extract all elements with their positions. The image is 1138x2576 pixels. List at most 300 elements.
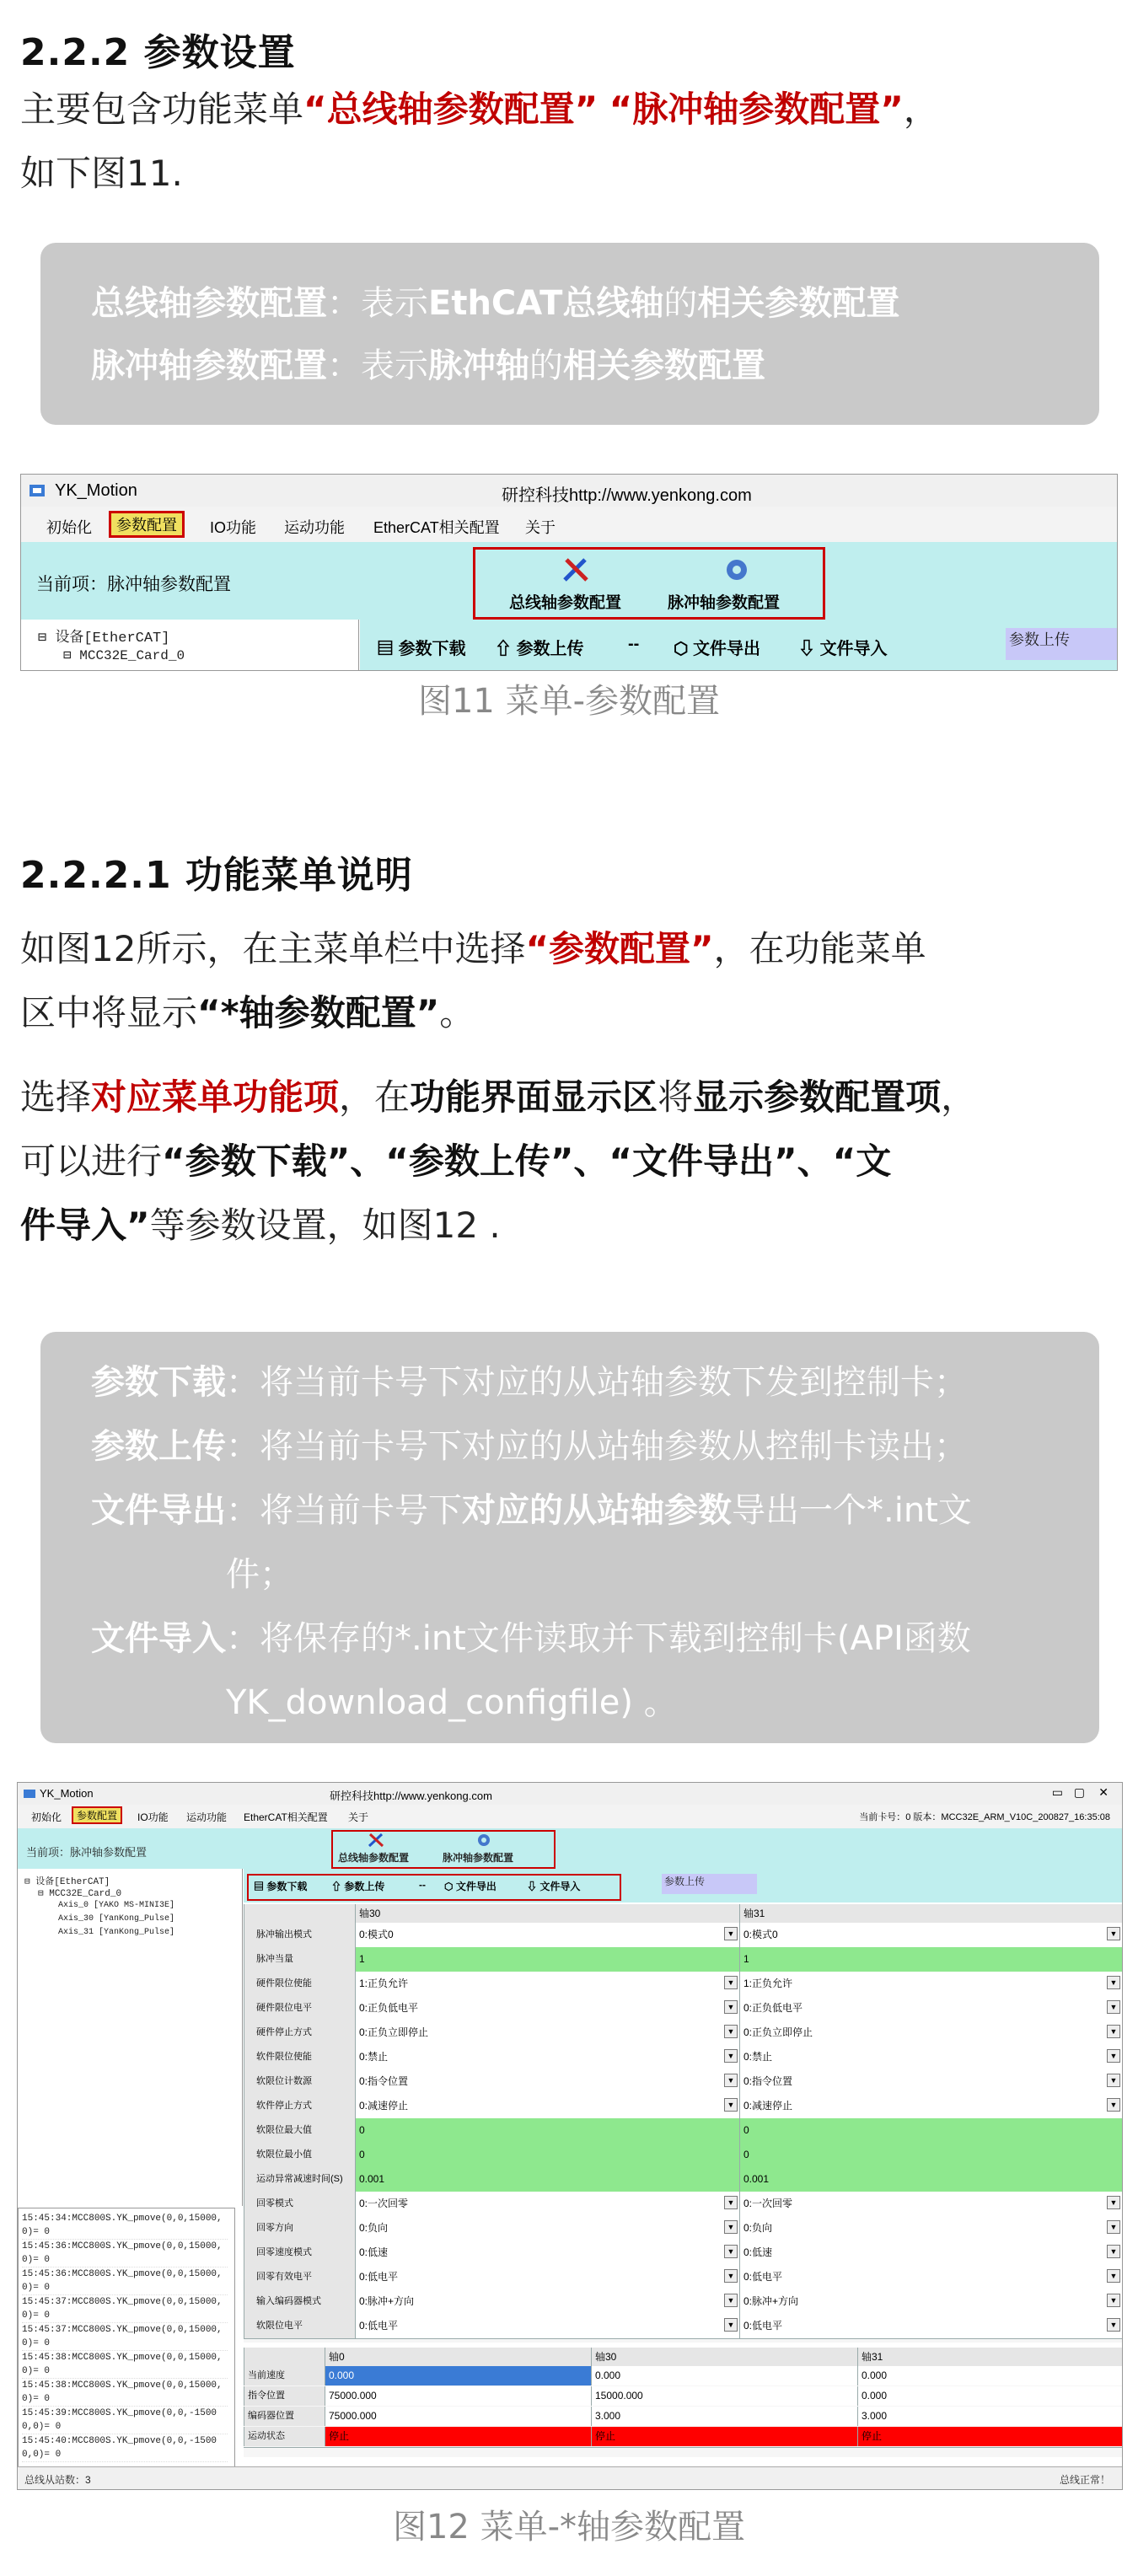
param-value-text: 0:正负低电平 [743, 2002, 803, 2014]
status-value: 0.000 [591, 2366, 857, 2385]
def-upload [91, 1419, 1066, 1468]
param-value-text: 0:正负低电平 [359, 2002, 419, 2014]
fig12-param-grid [244, 1904, 1122, 2343]
app-icon [28, 481, 46, 500]
param-value-axis30[interactable] [355, 2241, 739, 2265]
param-value-axis30[interactable] [355, 1947, 739, 1972]
param-value-axis30[interactable] [355, 2314, 739, 2338]
param-name: 软限位最小值 [244, 2143, 355, 2167]
p1a: 如图12所示，在主菜单栏中选择 [20, 928, 526, 969]
fig12-upload-icon: ⇧ [331, 1881, 345, 1892]
param-value-text: 0:一次回零 [359, 2198, 409, 2209]
param-value-text: 0.001 [359, 2173, 385, 2185]
def-download-text: 将当前卡号下对应的从站轴参数下发到控制卡； [260, 1363, 968, 1402]
fig12-menu-param-config[interactable]: 参数配置 [72, 1806, 122, 1824]
p2j: 件导入” [20, 1205, 150, 1246]
param-row [244, 2265, 1122, 2290]
param-value-axis31[interactable] [739, 2069, 1122, 2094]
param-row [244, 2094, 1122, 2119]
def-bus-key: 总线轴参数配置 [91, 284, 327, 323]
p2i: “参数下载”、“参数上传”、“文件导出”、“文 [162, 1140, 892, 1182]
param-name: 软件停止方式 [244, 2094, 355, 2118]
menu-about[interactable]: 关于 [525, 519, 556, 536]
bus-axis-icon [560, 555, 593, 589]
intro-pulse-menu: “脉冲轴参数配置” [609, 89, 904, 130]
param-value-text: 0 [743, 2124, 749, 2136]
param-row [244, 2143, 1122, 2168]
param-value-axis31[interactable] [739, 2314, 1122, 2338]
dropdown-arrow-icon[interactable]: ▼ [724, 2000, 738, 2014]
fig11-website: 研控科技http://www.yenkong.com [502, 486, 752, 505]
fig12-tree-card[interactable]: ⊟ MCC32E_Card_0 [38, 1889, 122, 1899]
param-name: 脉冲输出模式 [244, 1923, 355, 1947]
def-download-key: 参数下载 [91, 1363, 226, 1402]
fig12-tree-axis31[interactable]: Axis_31 [YanKong_Pulse] [58, 1928, 175, 1937]
param-value-axis30[interactable] [355, 1972, 739, 1996]
dropdown-arrow-icon[interactable]: ▼ [1107, 2025, 1120, 2038]
func-menu-paragraph-1 [20, 917, 1114, 1045]
param-value-axis30[interactable] [355, 2094, 739, 2118]
dropdown-arrow-icon[interactable]: ▼ [724, 2025, 738, 2038]
fig11-tree-card-label: MCC32E_Card_0 [79, 648, 185, 663]
param-value-axis31[interactable] [739, 1996, 1122, 2021]
fig12-app-icon [23, 1787, 36, 1801]
log-line: 15:45:38:MCC800S.YK_pmove(0,0,15000,0)= 0 [22, 2351, 228, 2379]
param-name: 回零有效电平 [244, 2265, 355, 2289]
param-value-text: 0:低速 [359, 2246, 389, 2258]
param-row [244, 2021, 1122, 2046]
log-line: 15:45:36:MCC800S.YK_pmove(0,0,15000,0)= 0 [22, 2267, 228, 2295]
def-import [91, 1612, 1066, 1660]
intro-paragraph [20, 78, 1114, 206]
param-value-axis30[interactable] [355, 2118, 739, 2143]
fig12-log-panel[interactable] [18, 2208, 235, 2467]
param-value-text: 0:减速停止 [743, 2100, 793, 2112]
param-grid-header [244, 1904, 1122, 1924]
section-heading-2-2-2: 2.2.2 参数设置 [20, 31, 296, 74]
param-name: 回零方向 [244, 2216, 355, 2241]
param-value-text: 0.001 [743, 2173, 770, 2185]
fig12-import-label: 文件导入 [539, 1881, 581, 1892]
p2g: ， [941, 1076, 977, 1118]
param-value-text: 0:低电平 [743, 2320, 783, 2332]
def-export-b1: 对应的从站轴参数 [462, 1491, 732, 1530]
dropdown-arrow-icon[interactable]: ▼ [724, 2294, 738, 2307]
log-line: 15:45:37:MCC800S.YK_pmove(0,0,15000,0)= 0 [22, 2323, 228, 2351]
definition-pulse [91, 339, 1066, 387]
param-row [244, 2241, 1122, 2266]
def-upload-text: 将当前卡号下对应的从站轴参数从控制卡读出； [260, 1427, 968, 1466]
status-value: 停止 [591, 2427, 857, 2446]
param-name: 软限位电平 [244, 2314, 355, 2338]
def-pulse-key: 脉冲轴参数配置 [91, 346, 327, 385]
param-row [244, 2314, 1122, 2339]
param-value-text: 0:低电平 [359, 2271, 399, 2283]
intro-bus-menu: “总线轴参数配置” [303, 89, 599, 130]
param-name: 运动异常减速时间(S) [244, 2167, 355, 2192]
func-menu-paragraph-2 [20, 1065, 1114, 1258]
param-name: 脉冲当量 [244, 1947, 355, 1972]
fig12-export-button[interactable] [444, 1879, 497, 1893]
param-value-text: 1:正负允许 [743, 1978, 793, 1989]
param-row [244, 1947, 1122, 1972]
dropdown-arrow-icon[interactable]: ▼ [1107, 2098, 1120, 2112]
log-line: 15:45:40:MCC800S.YK_pmove(0,0,-15000,0)= 0 [22, 2434, 228, 2462]
fig11-download-label: 参数下载 [398, 640, 466, 658]
fig12-function-area [18, 1828, 1122, 1869]
dropdown-arrow-icon[interactable]: ▼ [1107, 1976, 1120, 1989]
def-download-sep: ： [226, 1363, 260, 1402]
fig12-status-field: 参数上传 [662, 1874, 757, 1894]
def-export [91, 1484, 1066, 1532]
status-value: 75000.000 [325, 2407, 591, 2426]
def-upload-key: 参数上传 [91, 1427, 226, 1466]
fig11-titlebar [21, 475, 1117, 507]
param-value-axis31[interactable] [739, 2241, 1122, 2265]
dropdown-arrow-icon[interactable]: ▼ [1107, 2269, 1120, 2283]
fig12-tree-axis0[interactable]: Axis_0 [YAKO MS-MINI3E] [58, 1901, 175, 1910]
status-value: 停止 [857, 2427, 1122, 2446]
dropdown-arrow-icon[interactable]: ▼ [724, 2318, 738, 2332]
dropdown-arrow-icon[interactable]: ▼ [1107, 2074, 1120, 2087]
def-bus-t2: 的 [663, 284, 698, 323]
status-value: 0.000 [857, 2386, 1122, 2406]
intro-space [598, 89, 609, 130]
def-import-t2: YK_download_configfile) 。 [226, 1683, 678, 1722]
param-value-text: 0 [359, 2149, 365, 2160]
fig12-website: 研控科技http://www.yenkong.com [330, 1790, 492, 1802]
param-name: 回零速度模式 [244, 2241, 355, 2265]
param-value-text: 0:禁止 [359, 2051, 389, 2063]
param-value-text: 1 [743, 1953, 749, 1965]
figure-12-screenshot [17, 1782, 1123, 2490]
status-value: 15000.000 [591, 2386, 857, 2406]
fig11-toolbar-separator: -- [628, 635, 640, 653]
param-row [244, 2192, 1122, 2217]
param-value-text: 1 [359, 1953, 365, 1965]
dropdown-arrow-icon[interactable]: ▼ [724, 2269, 738, 2283]
def-pulse-b1: 脉冲轴 [428, 346, 529, 385]
param-name: 输入编码器模式 [244, 2289, 355, 2314]
param-name: 硬件限位使能 [244, 1972, 355, 1996]
menu-param-config[interactable]: 参数配置 [109, 511, 185, 538]
param-value-axis30[interactable] [355, 2289, 739, 2314]
param-value-axis31[interactable] [739, 2143, 1122, 2167]
param-name: 回零模式 [244, 2192, 355, 2216]
dropdown-arrow-icon[interactable]: ▼ [724, 2245, 738, 2258]
dropdown-arrow-icon[interactable]: ▼ [724, 2098, 738, 2112]
param-value-axis31[interactable] [739, 2021, 1122, 2045]
fig11-tree-root-label: 设备[EtherCAT] [55, 631, 170, 647]
status-row [244, 2386, 1122, 2407]
fig11-toolbar [360, 620, 1117, 670]
status-value: 3.000 [857, 2407, 1122, 2426]
param-value-axis31[interactable] [739, 2289, 1122, 2314]
fig12-status-bar [18, 2466, 1122, 2489]
status-value: 75000.000 [325, 2386, 591, 2406]
fig12-menu-ethercat[interactable]: EtherCAT相关配置 [244, 1811, 328, 1823]
fig12-menu-about[interactable]: 关于 [348, 1811, 369, 1823]
param-value-text: 0:一次回零 [743, 2198, 793, 2209]
param-value-axis30[interactable] [355, 1923, 739, 1947]
dropdown-arrow-icon[interactable]: ▼ [724, 2049, 738, 2063]
fig12-download-button[interactable] [254, 1879, 307, 1893]
param-value-text: 0 [359, 2124, 365, 2136]
param-value-text: 0:指令位置 [743, 2075, 793, 2087]
def-import-t1: 将保存的*.int文件读取并下载到控制卡(API函数 [260, 1619, 971, 1658]
menu-io[interactable]: IO功能 [210, 519, 257, 536]
param-value-text: 0 [743, 2149, 749, 2160]
dropdown-arrow-icon[interactable]: ▼ [1107, 2000, 1120, 2014]
param-row [244, 2118, 1122, 2144]
dropdown-arrow-icon[interactable]: ▼ [724, 1976, 738, 1989]
fig12-tree-axis30[interactable]: Axis_30 [YanKong_Pulse] [58, 1914, 175, 1924]
status-col-axis0: 轴0 [325, 2348, 591, 2366]
fig12-upload-button[interactable] [331, 1879, 384, 1893]
param-value-axis30[interactable] [355, 2216, 739, 2241]
dropdown-arrow-icon[interactable]: ▼ [724, 2074, 738, 2087]
menu-motion[interactable]: 运动功能 [284, 519, 345, 536]
def-export-t2: 导出一个*.int文 [732, 1491, 972, 1530]
param-value-text: 0:模式0 [743, 1929, 778, 1940]
status-grid-header [244, 2348, 1122, 2367]
param-value-text: 0:禁止 [743, 2051, 773, 2063]
param-value-text: 0:指令位置 [359, 2075, 409, 2087]
definition-box-1 [40, 243, 1099, 425]
param-row [244, 2216, 1122, 2241]
fig11-import-label: 文件导入 [819, 640, 888, 658]
def-bus-t1: 表示 [361, 284, 428, 323]
fig12-menu-init[interactable]: 初始化 [31, 1811, 62, 1823]
fig12-log-lines [22, 2212, 228, 2462]
param-value-axis30[interactable] [355, 1996, 739, 2021]
p2b: 对应菜单功能项 [91, 1076, 340, 1118]
param-value-text: 0:负向 [359, 2222, 389, 2234]
def-import-key: 文件导入 [91, 1619, 226, 1658]
fig12-menu-io[interactable]: IO功能 [137, 1811, 169, 1823]
status-value: 3.000 [591, 2407, 857, 2426]
param-value-axis31[interactable] [739, 2265, 1122, 2289]
fig12-tree-root[interactable]: ⊟ 设备[EtherCAT] [24, 1877, 110, 1887]
dropdown-arrow-icon[interactable]: ▼ [1107, 1927, 1120, 1940]
fig12-pulse-axis-button[interactable]: 脉冲轴参数配置 [443, 1852, 514, 1864]
param-row [244, 1923, 1122, 1948]
definition-box-2 [40, 1332, 1099, 1743]
p2c: ，在 [339, 1076, 411, 1118]
section-heading-2-2-2-1: 2.2.2.1 功能菜单说明 [20, 854, 413, 897]
fig12-import-icon: ⇩ [527, 1881, 540, 1892]
def-bus-b1: EthCAT总线轴 [428, 284, 664, 323]
p1c: ，在功能菜单 [713, 928, 926, 969]
pulse-axis-icon [720, 555, 754, 589]
p2a: 选择 [20, 1076, 92, 1118]
dropdown-arrow-icon[interactable]: ▼ [1107, 2220, 1120, 2234]
status-col-axis30: 轴30 [591, 2348, 857, 2366]
fig12-status-grid [244, 2348, 1122, 2457]
fig12-toolbar-separator: -- [419, 1879, 426, 1891]
param-name: 软限位计数源 [244, 2069, 355, 2094]
param-value-axis30[interactable] [355, 2069, 739, 2094]
status-value: 0.000 [857, 2366, 1122, 2385]
log-line: 15:45:38:MCC800S.YK_pmove(0,0,15000,0)= 0 [22, 2379, 228, 2407]
log-line: 15:45:39:MCC800S.YK_pmove(0,0,-15000,0)= 0 [22, 2407, 228, 2434]
status-name: 编码器位置 [244, 2407, 325, 2426]
fig12-titlebar [18, 1783, 1122, 1805]
dropdown-arrow-icon[interactable]: ▼ [1107, 2294, 1120, 2307]
param-value-text: 0:脉冲+方向 [743, 2295, 799, 2307]
status-col-axis31: 轴31 [857, 2348, 1122, 2366]
fig12-export-icon: ⬡ [444, 1881, 456, 1892]
fig12-download-label: 参数下载 [266, 1881, 308, 1892]
download-icon: ▤ [377, 640, 399, 658]
fig11-menubar [21, 507, 1117, 543]
param-name: 硬件停止方式 [244, 2021, 355, 2045]
p1e: “*轴参数配置” [197, 992, 440, 1033]
param-value-axis31[interactable] [739, 2192, 1122, 2216]
param-value-axis31[interactable] [739, 2045, 1122, 2069]
p2e: 将 [658, 1076, 694, 1118]
dropdown-arrow-icon[interactable]: ▼ [1107, 2245, 1120, 2258]
fig11-function-area [21, 542, 1117, 620]
param-col-header-30: 轴30 [355, 1904, 739, 1923]
status-row [244, 2407, 1122, 2428]
def-export-t3: 件； [226, 1555, 293, 1594]
log-line: 15:45:36:MCC800S.YK_pmove(0,0,15000,0)= 0 [22, 2240, 228, 2267]
menu-init[interactable]: 初始化 [46, 519, 92, 536]
fig12-tree-card-label: MCC32E_Card_0 [49, 1889, 122, 1899]
status-name: 指令位置 [244, 2386, 325, 2406]
fig12-menu-motion[interactable]: 运动功能 [186, 1811, 228, 1823]
def-export-t1: 将当前卡号下 [260, 1491, 462, 1530]
fig12-download-icon: ▤ [254, 1881, 267, 1892]
fig11-export-button[interactable] [674, 635, 760, 659]
param-value-text: 0:正负立即停止 [743, 2026, 813, 2038]
param-row [244, 2167, 1122, 2192]
fig11-bus-axis-button[interactable]: 总线轴参数配置 [509, 594, 622, 612]
dropdown-arrow-icon[interactable]: ▼ [1107, 2049, 1120, 2063]
status-grid-corner [244, 2348, 325, 2366]
fig11-tree-card[interactable]: ⊟ MCC32E_Card_0 [63, 648, 185, 663]
fig11-tree-root[interactable]: ⊟ 设备[EtherCAT] [38, 631, 170, 647]
maximize-icon[interactable]: ▢ [1073, 1785, 1085, 1799]
export-icon: ⬡ [674, 640, 694, 658]
param-value-axis30[interactable] [355, 2021, 739, 2045]
fig11-current-item: 当前项：脉冲轴参数配置 [36, 575, 231, 594]
dropdown-arrow-icon[interactable]: ▼ [1107, 2318, 1120, 2332]
figure-12-caption: 图12 菜单-*轴参数配置 [392, 2508, 746, 2546]
fig11-upload-button[interactable] [495, 635, 584, 659]
figure-11-screenshot [20, 474, 1118, 671]
fig12-bus-axis-icon [367, 1833, 385, 1852]
fig12-bus-status: 总线正常！ [1059, 2474, 1110, 2486]
param-row [244, 2289, 1122, 2315]
log-line: 15:45:37:MCC800S.YK_pmove(0,0,15000,0)= 0 [22, 2295, 228, 2323]
param-name: 软件限位使能 [244, 2045, 355, 2069]
fig12-function-highlight [331, 1830, 556, 1869]
param-value-axis30[interactable] [355, 2265, 739, 2289]
fig11-import-button[interactable] [798, 635, 888, 659]
menu-ethercat[interactable]: EtherCAT相关配置 [373, 519, 500, 536]
param-value-axis30[interactable] [355, 2143, 739, 2167]
def-export-key: 文件导出 [91, 1491, 226, 1530]
def-pulse-b2: 相关参数配置 [563, 346, 765, 385]
upload-icon: ⇧ [495, 640, 517, 658]
def-pulse-t1: 表示 [361, 346, 428, 385]
fig12-bus-axis-button[interactable]: 总线轴参数配置 [338, 1852, 410, 1864]
minimize-icon[interactable]: ▭ [1051, 1785, 1063, 1799]
p2k: 等参数设置，如图12 . [149, 1205, 501, 1246]
fig11-download-button[interactable] [377, 635, 466, 659]
param-value-axis31[interactable] [739, 2118, 1122, 2143]
param-row [244, 1972, 1122, 1997]
fig11-pulse-axis-button[interactable]: 脉冲轴参数配置 [668, 594, 781, 612]
param-value-text: 0:低速 [743, 2246, 773, 2258]
status-name: 运动状态 [244, 2427, 325, 2446]
fig12-upload-label: 参数上传 [344, 1881, 385, 1892]
dropdown-arrow-icon[interactable]: ▼ [724, 2196, 738, 2209]
param-row [244, 2045, 1122, 2070]
status-row [244, 2427, 1122, 2448]
param-value-text: 0:模式0 [359, 1929, 394, 1940]
param-col-header-31: 轴31 [739, 1904, 1122, 1923]
status-row [244, 2366, 1122, 2387]
fig12-import-button[interactable] [527, 1879, 580, 1893]
param-value-text: 0:脉冲+方向 [359, 2295, 415, 2307]
intro-comma: ， [903, 89, 939, 130]
p1f: 。 [439, 992, 475, 1033]
intro-see-fig: 如下图11. [20, 153, 183, 194]
param-value-axis31[interactable] [739, 2216, 1122, 2241]
param-value-axis31[interactable] [739, 2094, 1122, 2118]
param-value-axis30[interactable] [355, 2192, 739, 2216]
param-value-axis30[interactable] [355, 2167, 739, 2192]
fig12-slave-count: 总线从站数：3 [24, 2474, 91, 2486]
fig11-export-label: 文件导出 [693, 640, 761, 658]
param-grid-corner [244, 1904, 355, 1923]
param-value-axis30[interactable] [355, 2045, 739, 2069]
status-name: 当前速度 [244, 2366, 325, 2385]
fig11-function-highlight [473, 547, 825, 620]
fig12-toolbar [244, 1869, 1122, 1902]
close-icon[interactable]: ✕ [1098, 1785, 1108, 1799]
param-value-text: 0:负向 [743, 2222, 773, 2234]
import-icon: ⇩ [798, 640, 820, 658]
fig12-tree-root-label: 设备[EtherCAT] [35, 1877, 110, 1887]
log-line: 15:45:34:MCC800S.YK_pmove(0,0,15000,0)= 0 [22, 2212, 228, 2240]
fig12-current-item: 当前项：脉冲轴参数配置 [26, 1846, 148, 1859]
param-value-axis31[interactable] [739, 1972, 1122, 1996]
fig12-pulse-axis-icon [475, 1833, 493, 1852]
def-upload-sep: ： [226, 1427, 260, 1466]
def-pulse-t2: 的 [529, 346, 563, 385]
p2h: 可以进行 [20, 1140, 163, 1182]
p2d: 功能界面显示区 [410, 1076, 658, 1118]
status-value: 停止 [325, 2427, 591, 2446]
fig11-app-title: YK_Motion [55, 481, 137, 500]
param-row [244, 1996, 1122, 2021]
fig12-app-title: YK_Motion [40, 1787, 94, 1800]
param-value-axis31[interactable] [739, 2167, 1122, 2192]
dropdown-arrow-icon[interactable]: ▼ [724, 2220, 738, 2234]
param-value-axis31[interactable] [739, 1923, 1122, 1947]
fig11-upload-label: 参数上传 [516, 640, 584, 658]
def-bus-b2: 相关参数配置 [697, 284, 900, 323]
param-name: 软限位最大值 [244, 2118, 355, 2143]
param-value-axis31[interactable] [739, 1947, 1122, 1972]
dropdown-arrow-icon[interactable]: ▼ [1107, 2196, 1120, 2209]
dropdown-arrow-icon[interactable]: ▼ [724, 1927, 738, 1940]
fig12-export-label: 文件导出 [455, 1881, 497, 1892]
